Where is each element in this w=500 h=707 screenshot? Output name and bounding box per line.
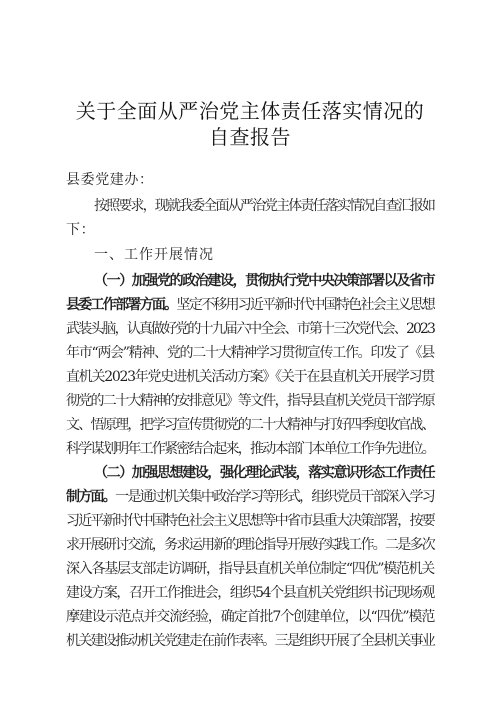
item1-line-3: 年市“两会”精神、党的二十大精神学习贯彻宣传工作。印发了《县: [66, 345, 434, 361]
item2-text-start: 一是通过机关集中政治学习等形式，组织党员干部深入学习: [115, 489, 434, 505]
item2-line-1: [66, 485, 434, 509]
item2-line-3: 求开展研讨交流，务求运用新的理论指导开展好实践工作。二是多次: [66, 537, 434, 553]
item1-line-2: 武装头脑，认真做好党的十九届六中全会、市第十三次党代会、2023: [66, 321, 434, 337]
item2-line-7: 机关建设推动机关党建走在前作表率。三是组织开展了全县机关事业: [66, 633, 434, 649]
document-title-line-1: 关于全面从严治党主体责任落实情况的: [75, 99, 425, 123]
item2-heading-line-2: 制方面。: [66, 489, 116, 505]
item1-heading-line-2: 县委工作部署方面。: [66, 297, 177, 313]
item2-line-5: 建设方案，召开工作推进会，组织54个县直机关党组织书记现场观: [66, 585, 434, 601]
item1-line-4: 直机关2023年党史进机关活动方案》《关于在县直机关开展学习贯: [66, 369, 434, 385]
salutation: 县委党建办：: [66, 172, 154, 188]
item2-line-4: 深入各基层支部走访调研，指导县直机关单位制定“四优”模范机关: [66, 561, 434, 577]
section-heading: 一、工作开展情况: [94, 247, 214, 263]
item2-line-6: 摩建设示范点并交流经验，确定首批7个创建单位，以“四优”模范: [66, 609, 435, 625]
item1-line-7: 科学谋划明年工作紧密结合起来，推动本部门本单位工作争先进位。: [66, 441, 434, 457]
item2-line-2: 习近平新时代中国特色社会主义思想等中省市县重大决策部署，按要: [66, 513, 434, 529]
item1-heading-line-1: （一）加强党的政治建设，贯彻执行党中央决策部署以及省市: [94, 273, 435, 289]
item2-heading-line-1: （二）加强思想建设，强化理论武装，落实意识形态工作责任: [94, 465, 435, 481]
document-title-line-2: 自查报告: [209, 125, 291, 149]
item1-line-6: 文、悟原理，把学习宣传贯彻党的二十大精神与打好四季度收官战、: [66, 417, 434, 433]
intro-line-1: 按照要求，现就我委全面从严治党主体责任落实情况自查汇报如: [94, 198, 434, 214]
item1-line-5: 彻党的二十大精神的安排意见》等文件，指导县直机关党员干部学原: [66, 393, 434, 409]
item1-text-start: 坚定不移用习近平新时代中国特色社会主义思想: [176, 297, 434, 313]
item1-line-1: [66, 293, 434, 317]
intro-line-2: 下：: [66, 222, 96, 238]
